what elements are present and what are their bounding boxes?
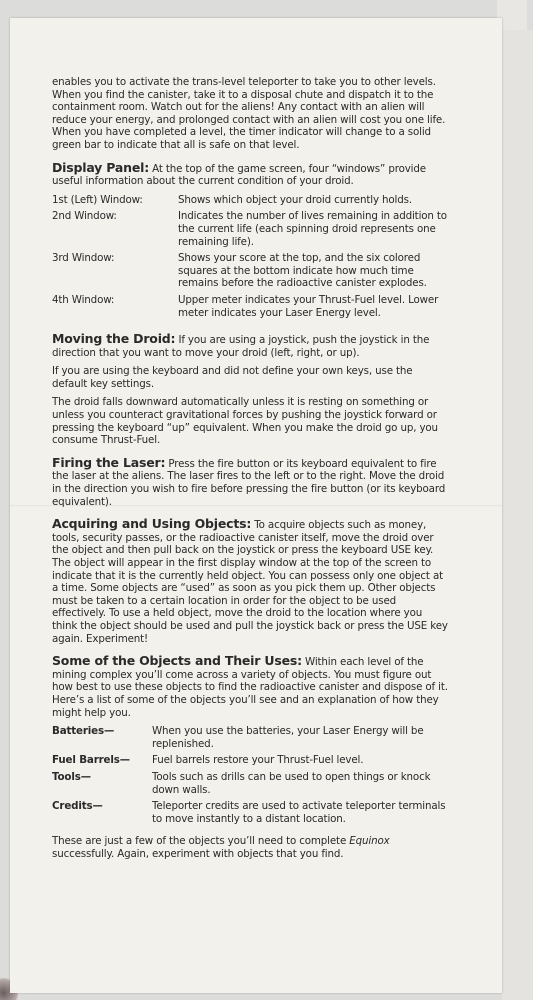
window-list	[52, 194, 450, 323]
page-content	[52, 76, 450, 860]
section-heading: Display Panel:	[52, 159, 150, 175]
firing-section	[52, 454, 450, 508]
page-edge	[502, 30, 533, 1000]
list-item	[52, 294, 450, 323]
section-text: At the top of the game screen, four “windows” provide useful information about the current condition of your droid.	[52, 162, 426, 188]
list-item	[52, 725, 450, 754]
window-desc: Upper meter indicates your Thrust-Fuel level. Lower meter indicates your Laser Energy level.	[178, 293, 439, 319]
acquiring-paragraph	[52, 518, 450, 645]
section-text: If you are using a joystick, push the joystick in the direction that you want to move your droid (left, right, or up).	[52, 334, 430, 359]
list-item	[52, 252, 450, 294]
object-desc: Tools such as drills can be used to open things or knock down walls.	[152, 770, 431, 796]
object-term: Tools—	[52, 770, 91, 783]
window-term: 3rd Window:	[52, 252, 115, 265]
window-desc: Indicates the number of lives remaining in addition to the current life (each spinning droid represents one remaining life).	[178, 210, 447, 248]
section-text: Within each level of the mining complex you’ll come across a variety of objects. You must figure out how best to use these objects to find the radioactive canister and dispose of it. Here’s a list of some of the objects you’ll see and an explanation of how they might help you.	[52, 656, 448, 719]
list-item	[52, 771, 450, 800]
list-item	[52, 800, 450, 829]
window-term: 1st (Left) Window:	[52, 193, 143, 206]
section-heading: Firing the Laser:	[52, 454, 166, 470]
object-term: Fuel Barrels—	[52, 754, 130, 767]
game-title: Equinox	[349, 835, 390, 848]
keyboard-paragraph: If you are using the keyboard and did not define your own keys, use the default key settings.	[52, 365, 413, 390]
window-term: 4th Window:	[52, 293, 115, 306]
moving-section	[52, 333, 450, 447]
window-desc: Shows your score at the top, and the six colored squares at the bottom indicate how much time remains before the radioactive canister explodes.	[178, 252, 427, 290]
window-term: 2nd Window:	[52, 210, 117, 223]
list-item	[52, 194, 450, 211]
objects-list	[52, 725, 450, 829]
object-desc: Fuel barrels restore your Thrust-Fuel level.	[152, 754, 364, 767]
section-text: To acquire objects such as money, tools, security passes, or the radioactive canister itself, move the droid over the object and then pull back on the joystick or press the keyboard USE key. The object will appear in the first display window at the top of the screen to indicate that it is the currently held object. You can possess only one object at a time. Some objects are “used” as soon as you pick them up. Other objects must be taken to a certain location in order for the object to be used effectively. To use a held object, move the droid to the location where you think the object should be used and pull the joystick back or press the USE key again. Experiment!	[52, 519, 448, 645]
closing-text-end: successfully. Again, experiment with objects that you find.	[52, 847, 344, 860]
section-heading: Acquiring and Using Objects:	[52, 516, 252, 532]
objects-section	[52, 655, 450, 860]
intro-paragraph: enables you to activate the trans-level teleporter to take you to other levels. When you find the canister, take it to a disposal chute and dispatch it to the containment room. Watch out for the aliens! Any contact with an alien will reduce your energy, and prolonged contact with an alien will cost you one life. When you have completed a level, the timer indicator will change to a solid green bar to indicate that all is safe on that level.	[52, 76, 446, 151]
object-term: Credits—	[52, 800, 103, 813]
closing-text: These are just a few of the objects you’ll need to complete	[52, 835, 350, 848]
acquiring-section	[52, 518, 450, 645]
object-desc: When you use the batteries, your Laser Energy will be replenished.	[152, 725, 424, 750]
objects-paragraph	[52, 655, 450, 719]
moving-paragraph	[52, 333, 450, 359]
object-term: Batteries—	[52, 725, 115, 738]
display-panel-paragraph	[52, 159, 450, 188]
display-panel-section	[52, 159, 450, 324]
section-heading: Some of the Objects and Their Uses:	[52, 653, 302, 669]
list-item	[52, 754, 450, 771]
window-desc: Shows which object your droid currently holds.	[178, 193, 412, 206]
closing-paragraph	[52, 835, 450, 860]
firing-paragraph	[52, 454, 450, 508]
object-desc: Teleporter credits are used to activate teleporter terminals to move instantly to a distant location.	[152, 800, 446, 825]
gravity-paragraph: The droid falls downward automatically unless it is resting on something or unless you counteract gravitational forces by pushing the joystick forward or pressing the keyboard “up” equivalent. When you make the droid go up, you consume Thrust-Fuel.	[52, 396, 438, 447]
list-item	[52, 210, 450, 252]
section-heading: Moving the Droid:	[52, 331, 176, 347]
section-text: Press the fire button or its keyboard equivalent to fire the laser at the aliens. The laser fires to the left or to the right. Move the droid in the direction you wish to fire before pressing the fire button (or its keyboard equivalent).	[52, 457, 446, 508]
